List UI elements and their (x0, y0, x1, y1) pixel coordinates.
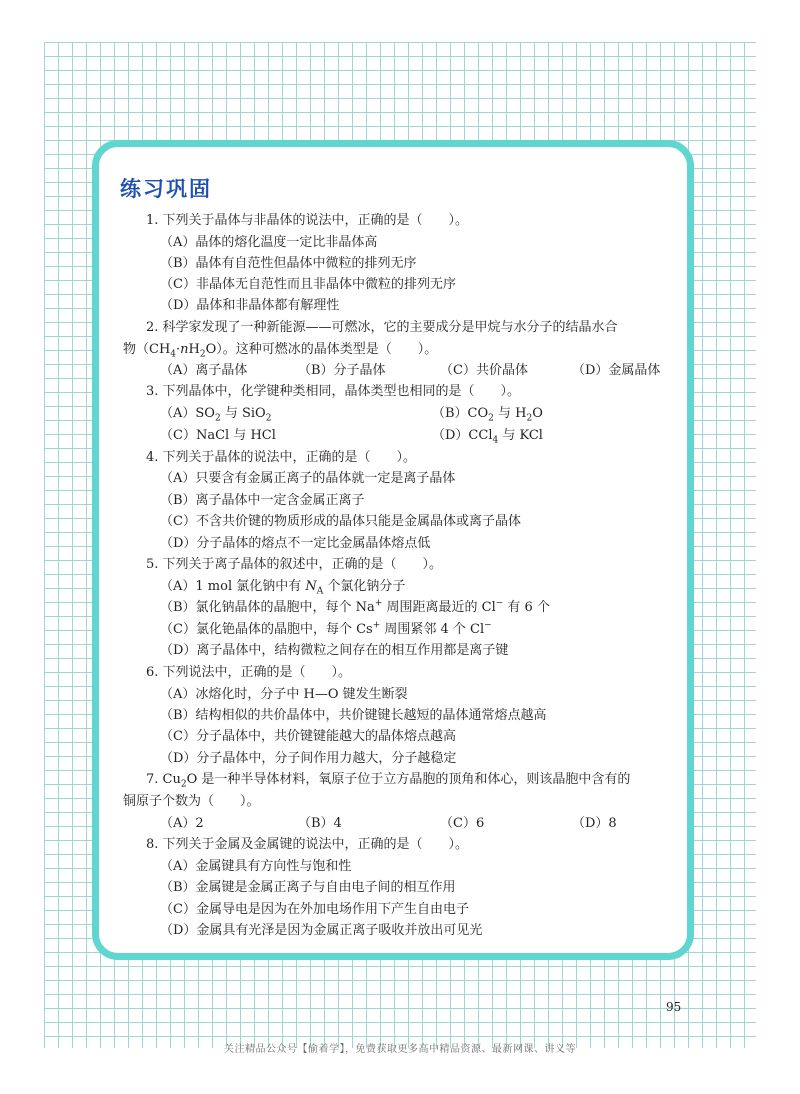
question-4-option-d: （D）分子晶体的熔点不一定比金属晶体熔点低 (160, 536, 431, 551)
question-5-option-a: （A）1 mol 氯化钠中有 $N_A$ 个氯化钠分子 (160, 579, 406, 597)
question-7-stem-line1: 7. $Cu_2O$ 是一种半导体材料，氧原子位于立方晶胞的顶角和体心，则该晶胞中含有的 (146, 772, 631, 790)
question-2-option-c: （C）共价晶体 (440, 363, 528, 378)
question-8-option-c: （C）金属导电是因为在外加电场作用下产生自由电子 (160, 902, 469, 917)
question-6-option-b: （B）结构相似的共价晶体中，共价键键长越短的晶体通常熔点越高 (160, 708, 547, 723)
question-8-option-a: （A）金属键具有方向性与饱和性 (160, 859, 352, 874)
question-1-option-c: （C）非晶体无自范性而且非晶体中微粒的排列无序 (160, 277, 456, 292)
question-6-stem: 6. 下列说法中，正确的是（ ）。 (146, 665, 352, 680)
question-4-option-c: （C）不含共价键的物质形成的晶体只能是金属晶体或离子晶体 (160, 514, 521, 529)
question-1-stem: 1. 下列关于晶体与非晶体的说法中，正确的是（ ）。 (146, 213, 469, 228)
question-1-option-a: （A）晶体的熔化温度一定比非晶体高 (160, 235, 378, 250)
question-1-option-d: （D）晶体和非晶体都有解理性 (160, 298, 340, 313)
question-7-stem-line2: 铜原子个数为（ ）。 (123, 794, 260, 809)
question-5-option-c: （C）氯化铯晶体的晶胞中，每个 Cs+ 周围紧邻 4 个 Cl− (160, 620, 492, 637)
question-4-option-a: （A）只要含有金属正离子的晶体就一定是离子晶体 (160, 471, 456, 486)
question-5-option-d: （D）离子晶体中，结构微粒之间存在的相互作用都是离子键 (160, 643, 509, 658)
question-2-option-b: （B）分子晶体 (298, 363, 386, 378)
question-3-option-a: $(A)SO_2$ 与 SiO$_2$ (160, 406, 272, 424)
question-6-option-a: （A）冰熔化时，分子中 H—O 键发生断裂 (160, 687, 408, 702)
question-8-stem: 8. 下列关于金属及金属键的说法中，正确的是（ ）。 (146, 837, 469, 852)
question-7-option-c: （C）6 (440, 816, 485, 831)
question-3-option-b: $(B)CO_2$ 与 $H_2O$ (432, 406, 543, 424)
section-title: 练习巩固 (120, 177, 212, 201)
question-6-option-d: （D）分子晶体中，分子间作用力越大，分子越稳定 (160, 751, 457, 766)
question-5-option-b: （B）氯化钠晶体的晶胞中，每个 Na+ 周围距离最近的 Cl− 有 6 个 (160, 598, 550, 615)
question-7-option-b: （B）4 (298, 816, 342, 831)
question-3-stem: 3. 下列晶体中，化学键种类相同，晶体类型也相同的是（ ）。 (146, 384, 521, 399)
question-2-stem-line2: 物$(CH_4\cdot nH_2O)$。这种可燃冰的晶体类型是（ ）。 (123, 342, 438, 360)
footer-note: 关注精品公众号【偷着学】，免费获取更多高中精品资源、最新网课、讲义等 (224, 1044, 576, 1055)
question-2-stem-line1: 2. 科学家发现了一种新能源——可燃冰，它的主要成分是甲烷与水分子的结晶水合 (146, 320, 618, 335)
question-5-stem: 5. 下列关于离子晶体的叙述中，正确的是（ ）。 (146, 557, 443, 572)
question-7-option-d: （D）8 (572, 816, 617, 831)
question-4-option-b: （B）离子晶体中一定含金属正离子 (160, 493, 365, 508)
question-2-option-d: （D）金属晶体 (572, 363, 661, 378)
question-7-option-a: （A）2 (160, 816, 204, 831)
question-8-option-b: （B）金属键是金属正离子与自由电子间的相互作用 (160, 880, 456, 895)
question-3-option-c: （C）NaCl 与 HCl (160, 428, 276, 443)
question-6-option-c: （C）分子晶体中，共价键键能越大的晶体熔点越高 (160, 729, 456, 744)
question-4-stem: 4. 下列关于晶体的说法中，正确的是（ ）。 (146, 450, 417, 465)
question-2-option-a: （A）离子晶体 (160, 363, 248, 378)
question-8-option-d: （D）金属具有光泽是因为金属正离子吸收并放出可见光 (160, 923, 483, 938)
question-1-option-b: （B）晶体有自范性但晶体中微粒的排列无序 (160, 256, 417, 271)
question-3-option-d: （D）CCl$_4$ 与 KCl (432, 428, 543, 446)
page-number: 95 (666, 1000, 682, 1014)
